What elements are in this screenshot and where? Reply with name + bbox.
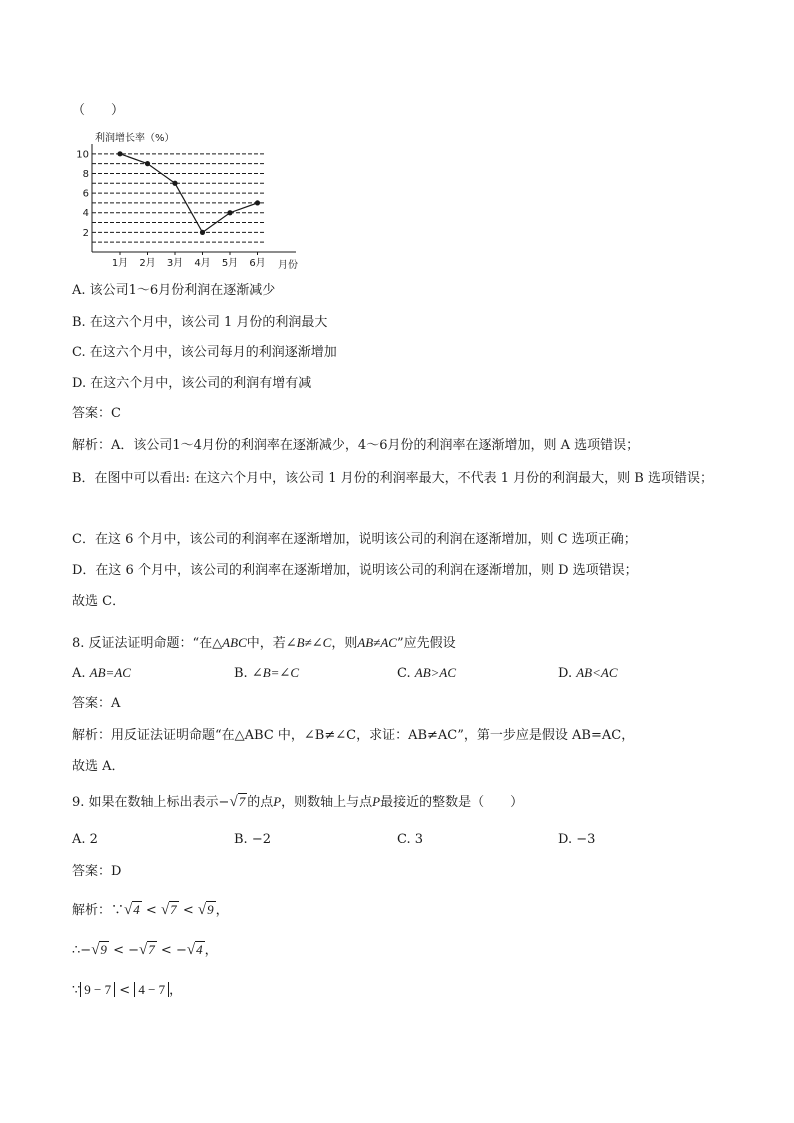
comma: ， [169, 983, 183, 998]
q9-analysis-line1 [72, 900, 229, 921]
q8-option-b-label: B. [234, 666, 248, 681]
q8-conclusion: 故选 A． [72, 759, 125, 774]
q7-analysis-a: 解析：A．该公司1～4月份的利润率在逐渐减少，4～6月份的利润率在逐渐增加，则 A 选项错误； [72, 438, 640, 453]
q8-option-c-label: C. [397, 666, 411, 681]
q9-option-c: C. 3 [397, 832, 424, 847]
q9-option-b: B. −2 [234, 832, 271, 847]
q9-point-p: P [273, 794, 282, 809]
q9-radicand-4: 4 [133, 902, 140, 917]
q7-option-b: B. 在这六个月中，该公司 1 月份的利润最大 [72, 315, 328, 330]
lt-sign: < [113, 943, 124, 958]
q8-option-a [72, 663, 131, 684]
q9-point-p2: P [372, 794, 381, 809]
chart-data-point [145, 161, 150, 166]
chart-xtick-label: 1月 [111, 258, 129, 269]
comma: ， [215, 903, 229, 918]
chart-ylabel: 利润增长率（%） [95, 133, 175, 144]
chart-xtick-label: 4月 [194, 258, 211, 269]
q9-options [72, 830, 722, 850]
q9-option-d: D. −3 [558, 832, 596, 847]
chart-ytick-label: 2 [82, 227, 89, 239]
q7-analysis-b: B．在图中可以看出: 在这六个月中，该公司 1 月份的利润率最大，不代表 1 月份的利润最大，则 B 选项错误； [72, 471, 713, 486]
q8-option-c [397, 663, 456, 684]
chart-data-point [200, 230, 205, 235]
q8-option-a-math: AB=AC [89, 665, 131, 680]
q9-sqrt9 [198, 900, 216, 920]
q9-stem-prefix: 9. 如果在数轴上标出表示 [72, 795, 219, 810]
q8-stem-suffix: ”应先假设 [396, 636, 456, 651]
chart-xtick-label: 2月 [139, 258, 156, 269]
radical-sign: √ [229, 794, 238, 810]
q7-option-c: C. 在这六个月中，该公司每月的利润逐渐增加 [72, 345, 337, 360]
q9-analysis-label: 解析：∵ [72, 903, 125, 918]
q8-triangle: △ABC [212, 635, 247, 650]
lt-sign: < [145, 903, 157, 918]
q9-radicand: 7 [238, 794, 246, 809]
q8-conclusion-expr: AB≠AC [357, 635, 397, 650]
q9-stem-mid: 的点 [247, 795, 274, 810]
q9-radicand-7: 7 [170, 902, 177, 917]
q9-analysis-line3 [72, 980, 182, 1001]
q8-option-b-math: ∠B=∠C [251, 665, 299, 680]
q9-sqrt7 [229, 792, 247, 812]
q9-radicand-4b: 4 [196, 942, 203, 957]
q7-conclusion: 故选 C． [72, 594, 126, 609]
q8-stem-prefix: 8. 反证法证明命题：“在 [72, 636, 213, 651]
chart-xtick-label: 3月 [166, 258, 184, 269]
chart-ytick-label: 6 [82, 188, 89, 200]
q7-paren: （ ） [72, 103, 125, 118]
q9-answer: 答案：D [72, 864, 122, 879]
radical-sign: √ [91, 942, 100, 958]
q9-option-a: A. 2 [72, 832, 98, 847]
q9-radicand-7c: 7 [148, 942, 155, 957]
neg-sign: − [175, 943, 187, 958]
q7-answer: 答案：C [72, 406, 121, 421]
q9-analysis-line2 [72, 940, 218, 961]
q9-abs-4-7: 4 − 7 [134, 982, 169, 997]
q7-option-a: A. 该公司1～6月份利润在逐渐减少 [72, 283, 276, 298]
lt-sign: < [182, 903, 194, 918]
q9-sqrt7c [139, 940, 157, 960]
q9-abs-9-7: 9 − 7 [80, 982, 115, 997]
neg-sign: − [80, 943, 92, 958]
q8-option-b [234, 663, 299, 684]
q9-stem-mid2: ，则数轴上与点 [281, 795, 373, 810]
q8-answer: 答案：A [72, 696, 121, 711]
q9-sqrt4b [187, 940, 205, 960]
q7-analysis-c: C．在这 6 个月中，该公司的利润率在逐渐增加，说明该公司的利润在逐渐增加，则 C 选项正确； [72, 532, 637, 547]
q9-sqrt9b [91, 940, 109, 960]
chart-ytick-label: 10 [76, 149, 89, 161]
chart-xlabel: 月份 [278, 260, 298, 271]
q9-radicand-9: 9 [207, 902, 214, 917]
chart-ytick-label: 8 [82, 168, 89, 180]
therefore-sign: ∴ [72, 943, 81, 958]
q9-radicand-9b: 9 [100, 942, 107, 957]
q8-option-d-label: D. [558, 666, 573, 681]
profit-growth-chart [76, 126, 310, 274]
radical-sign: √ [160, 902, 170, 918]
chart-data-point [117, 151, 122, 156]
q8-option-d [558, 663, 618, 684]
neg-sign: − [128, 943, 140, 958]
q9-stem [72, 792, 523, 813]
q9-sqrt7b [161, 900, 179, 920]
chart-data-point [172, 181, 177, 186]
q8-options [72, 663, 722, 683]
radical-sign: √ [139, 942, 148, 958]
radical-sign: √ [186, 942, 196, 958]
lt-sign: < [160, 943, 172, 958]
chart-xtick-label: 5月 [221, 258, 239, 269]
because-sign: ∵ [72, 983, 81, 998]
q7-analysis-d: D．在这 6 个月中，该公司的利润率在逐渐增加，说明该公司的利润在逐渐增加，则 D 选项错误； [72, 563, 638, 578]
lt-sign: < [119, 983, 131, 998]
chart-data-point [255, 200, 260, 205]
q8-stem-mid2: ，则 [331, 636, 358, 651]
q8-option-a-label: A. [72, 666, 86, 681]
q8-stem-mid: 中，若 [246, 636, 286, 651]
q8-option-c-math: AB>AC [414, 665, 457, 680]
q9-stem-suffix: 最接近的整数是（ ） [380, 795, 524, 810]
q7-option-d: D. 在这六个月中，该公司的利润有增有减 [72, 376, 312, 391]
q8-condition: ∠B≠∠C [285, 635, 332, 650]
radical-sign: √ [197, 902, 207, 918]
q9-sqrt4 [124, 900, 142, 920]
q9-neg-sign: − [218, 795, 230, 810]
q8-stem [72, 633, 456, 654]
q8-analysis: 解析：用反证法证明命题“在△ABC 中，∠B≠∠C，求证：AB≠AC”，第一步应是假设 AB=AC， [72, 728, 635, 743]
chart-data-point [227, 210, 232, 215]
q8-option-d-math: AB<AC [576, 665, 618, 680]
chart-ytick-label: 4 [82, 208, 89, 220]
comma: ， [204, 943, 218, 958]
radical-sign: √ [124, 902, 133, 918]
chart-xtick-label: 6月 [249, 258, 266, 269]
